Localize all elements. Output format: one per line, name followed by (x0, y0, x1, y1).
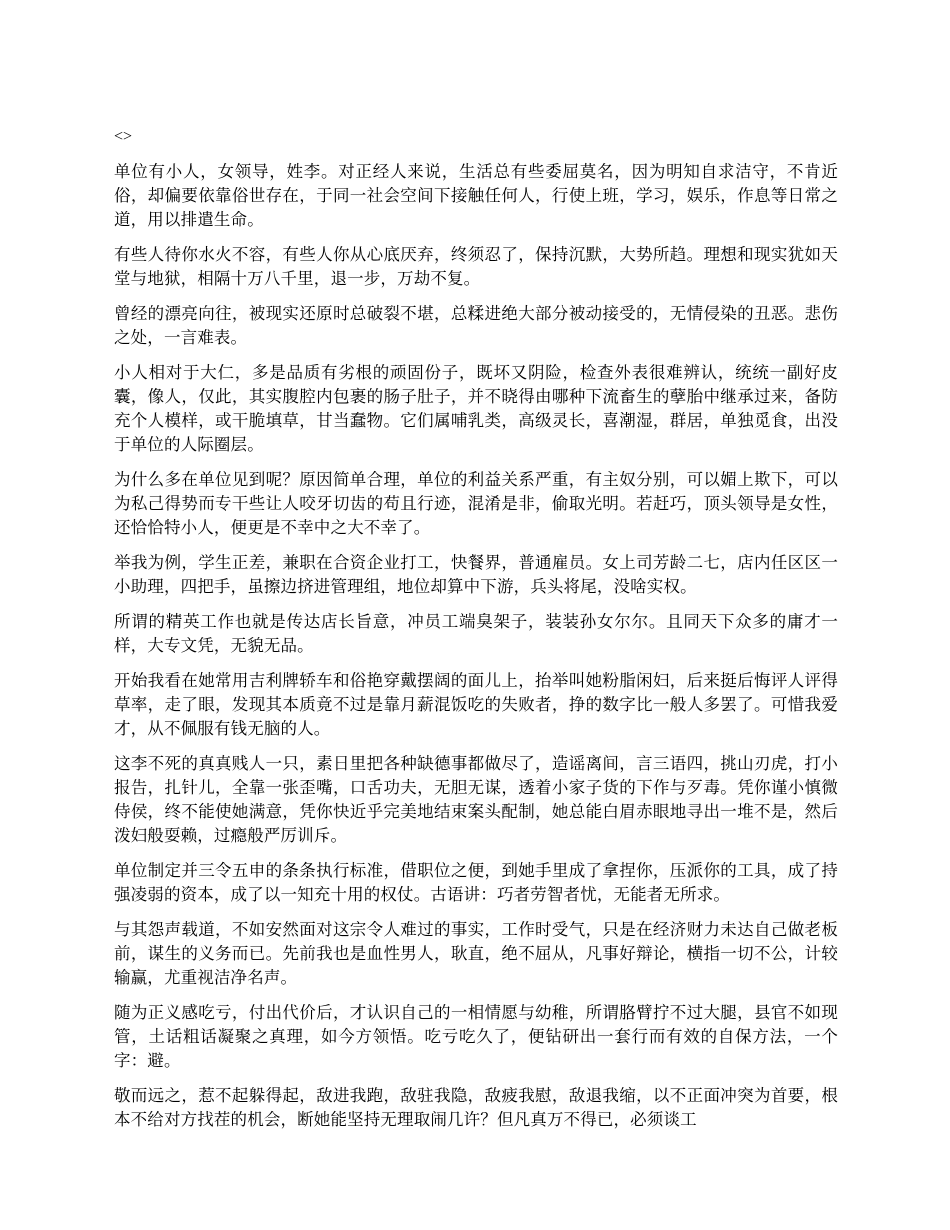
paragraph-13: 敬而远之，惹不起躲得起，敌进我跑，敌驻我隐，敌疲我慰，敌退我缩，以不正面冲突为首要，根本不给对方找茬的机会，断她能坚持无理取闹几许？但凡真万不得已，必须谈工 (114, 1086, 838, 1129)
paragraph-4: 小人相对于大仁，多是品质有劣根的顽固份子，既坏又阴险，检查外表很难辨认，统统一副好皮囊，像人，仅此，其实腹腔内包裹的肠子肚子，并不晓得由哪种下流畜生的孽胎中继承过来，备防充个人模样，或干脆填草，甘当蠢物。它们属哺乳类，高级灵长，喜潮湿，群居，单独觅食，出没于单位的人际圈层。 (114, 363, 838, 454)
paragraph-6: 举我为例，学生正差，兼职在合资企业打工，快餐界，普通雇员。女上司芳龄二七，店内任区区一小助理，四把手，虽擦边挤进管理组，地位却算中下游，兵头将尾，没啥实权。 (114, 553, 838, 596)
paragraph-2: 有些人待你水火不容，有些人你从心底厌弃，终须忍了，保持沉默，大势所趋。理想和现实犹如天堂与地狱，相隔十万八千里，退一步，万劫不复。 (114, 245, 838, 288)
paragraph-7: 所谓的精英工作也就是传达店长旨意，冲员工端臭架子，装装孙女尔尔。且同天下众多的庸才一样，大专文凭，无貌无品。 (114, 612, 838, 655)
paragraph-3: 曾经的漂亮向往，被现实还原时总破裂不堪，总糅进绝大部分被动接受的，无情侵染的丑恶。悲伤之处，一言难表。 (114, 304, 838, 347)
paragraph-1: 单位有小人，女领导，姓李。对正经人来说，生活总有些委屈莫名，因为明知自求洁守，不肯近俗，却偏要依靠俗世存在，于同一社会空间下接触任何人，行使上班，学习，娱乐，作息等日常之道，用以排遣生命。 (114, 162, 838, 229)
document-marker: <> (114, 128, 133, 145)
paragraph-10: 单位制定并三令五申的条条执行标准，借职位之便，到她手里成了拿捏你，压派你的工具，成了持强凌弱的资本，成了以一知充十用的权仗。古语讲：巧者劳智者忧，无能者无所求。 (114, 861, 838, 904)
document-page (114, 126, 838, 1143)
paragraph-8: 开始我看在她常用吉利牌轿车和俗艳穿戴摆阔的面儿上，抬举叫她粉脂闲妇，后来挺后悔评人评得草率，走了眼，发现其本质竟不过是靠月薪混饭吃的失败者，挣的数字比一般人多罢了。可惜我爱才，从不佩服有钱无脑的人。 (114, 671, 838, 738)
paragraph-9: 这李不死的真真贱人一只，素日里把各种缺德事都做尽了，造谣离间，言三语四，挑山刃虎，打小报告，扎针儿，全靠一张歪嘴，口舌功夫，无胆无谋，透着小家子货的下作与歹毒。凭你谨小慎微侍侯，终不能使她满意，凭你快近乎完美地结束案头配制，她总能白眉赤眼地寻出一堆不是，然后泼妇般耍赖，过瘾般严厉训斥。 (114, 754, 838, 845)
paragraph-11: 与其怨声载道，不如安然面对这宗令人难过的事实，工作时受气，只是在经济财力未达自己做老板前，谋生的义务而已。先前我也是血性男人，耿直，绝不屈从，凡事好辩论，横指一切不公，计较输赢，尤重视洁净名声。 (114, 920, 838, 987)
paragraph-5: 为什么多在单位见到呢？原因简单合理，单位的利益关系严重，有主奴分别，可以媚上欺下，可以为私己得势而专干些让人咬牙切齿的苟且行迹，混淆是非，偷取光明。若赶巧，顶头领导是女性，还恰恰特小人，便更是不幸中之大不幸了。 (114, 470, 838, 537)
paragraph-12: 随为正义感吃亏，付出代价后，才认识自己的一相情愿与幼稚，所谓胳臂拧不过大腿，县官不如现管，土话粗话凝聚之真理，如今方领悟。吃亏吃久了，便钻研出一套行而有效的自保方法，一个字：避。 (114, 1003, 838, 1070)
